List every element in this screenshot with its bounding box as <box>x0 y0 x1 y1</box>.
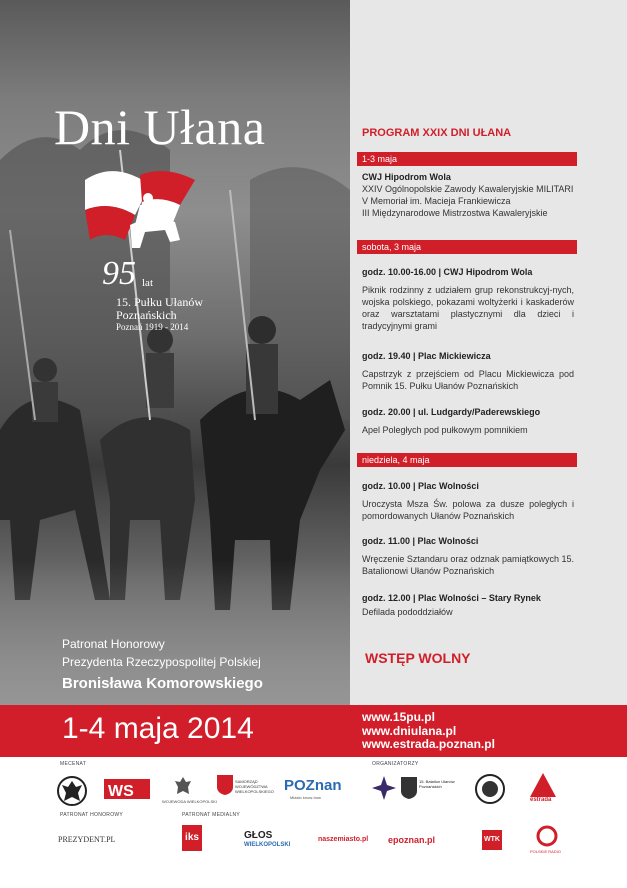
ws-logo-icon <box>104 775 150 803</box>
event-line: V Memoriał im. Macieja Frankiewicza <box>362 196 511 206</box>
event-desc: Uroczysta Msza Św. polowa za dusze poległych i pomordowanych Ułanów Poznańskich <box>362 499 574 521</box>
event-line: XXIV Ogólnopolskie Zawody Kawaleryjskie MILITARI <box>362 184 574 194</box>
patronage-name: Bronisława Komorowskiego <box>62 675 263 692</box>
event-msza <box>362 480 574 522</box>
poznan-logo: POZnan <box>284 777 342 794</box>
event-apel <box>362 406 574 436</box>
free-entry: WSTĘP WOLNY <box>365 650 471 666</box>
batalion-shield-icon <box>401 777 417 799</box>
mecenat-label: MECENAT <box>60 761 87 767</box>
cross-emblem-icon <box>371 775 397 801</box>
iks-logo: iks <box>182 825 202 851</box>
svg-text:WS: WS <box>108 783 134 800</box>
event-defilada <box>362 592 574 618</box>
event-sztandar <box>362 535 574 577</box>
sponsors-footer <box>0 757 627 888</box>
organizers-label: ORGANIZATORZY <box>372 761 419 767</box>
event-capstrzyk <box>362 350 574 392</box>
samorzad-shield-icon <box>217 775 233 795</box>
anniversary-line1: 15. Pułku Ułanów <box>116 295 203 309</box>
samorzad-label: SAMORZĄD WOJEWÓDZTWA WIELKOPOLSKIEGO <box>235 779 274 794</box>
day-bar-1-3-maja: 1-3 maja <box>357 152 577 166</box>
regiment-medal-icon <box>474 773 506 805</box>
anniversary-lat: lat <box>142 277 153 289</box>
event-dates: 1-4 maja 2014 <box>62 712 254 745</box>
wojewoda-eagle-icon <box>172 775 194 797</box>
anniversary-number: 95 <box>102 255 136 292</box>
event-desc: Wręczenie Sztandaru oraz odznak pamiątkowych 15. Batalionowi Ułanów Poznańskich <box>362 554 574 576</box>
event-head: godz. 20.00 | ul. Ludgardy/Paderewskiego <box>362 407 541 417</box>
wielkopolski-logo: WIELKOPOLSKI <box>244 842 291 848</box>
event-piknik <box>362 266 574 332</box>
glos-logo: GŁOS <box>244 830 273 841</box>
date-band <box>0 705 627 757</box>
estrada-label: estrada <box>530 797 552 803</box>
event-head: godz. 10.00 | Plac Wolności <box>362 481 479 491</box>
patronat-medialny-label: PATRONAT MEDIALNY <box>182 812 241 818</box>
radio-merkury-icon <box>532 825 562 847</box>
anniversary-line3: Poznań 1919 - 2014 <box>116 322 189 332</box>
event-hipodrom <box>362 171 574 219</box>
poznan-tagline: Miasto know-how <box>290 795 321 800</box>
event-desc: Defilada pododdziałów <box>362 607 453 617</box>
batalion-label: 15. Batalion Ułanów Poznańskich <box>419 779 455 789</box>
prezydent-logo: PREZYDENT.PL <box>58 835 116 844</box>
event-place: CWJ Hipodrom Wola <box>362 172 451 182</box>
day-bar-niedziela: niedziela, 4 maja <box>357 453 577 467</box>
website-links <box>362 711 495 752</box>
event-head: godz. 10.00-16.00 | CWJ Hipodrom Wola <box>362 267 533 277</box>
program-heading: PROGRAM XXIX DNI UŁANA <box>362 127 512 139</box>
naszemiasto-logo: naszemiasto.pl <box>318 836 369 843</box>
polskie-radio-label: POLSKIE RADIO <box>530 849 561 854</box>
eagle-emblem-icon <box>56 775 88 807</box>
day-bar-sobota: sobota, 3 maja <box>357 240 577 254</box>
epoznan-logo: epoznan.pl <box>388 835 435 845</box>
patronat-honorowy-label: PATRONAT HONOROWY <box>60 812 124 818</box>
event-head: godz. 11.00 | Plac Wolności <box>362 536 479 546</box>
event-desc: Apel Poległych pod pułkowym pomnikiem <box>362 425 528 435</box>
event-desc: Capstrzyk z przejściem od Placu Mickiewicza pod Pomnik 15. Pułku Ułanów Poznańskich <box>362 369 574 391</box>
event-head: godz. 12.00 | Plac Wolności – Stary Rynek <box>362 593 541 603</box>
lancer-flag-logo <box>80 160 200 255</box>
poster-title: Dni Ułana <box>54 99 266 155</box>
url-estrada[interactable]: www.estrada.poznan.pl <box>362 737 495 751</box>
anniversary-line2: Poznańskich <box>116 308 177 322</box>
honorary-patronage <box>62 635 263 693</box>
patronage-line1: Patronat Honorowy <box>62 637 165 651</box>
event-desc: Piknik rodzinny z udziałem grup rekonstrukcyj-nych, wojska polskiego, pokazami woltyżerki i kaskaderów oraz warsztatami plastycznymi dla dzieci i tradycyjnymi grami <box>362 285 574 331</box>
url-15pu[interactable]: www.15pu.pl <box>362 710 435 724</box>
event-line: III Międzynarodowe Mistrzostwa Kawaleryjskie <box>362 208 548 218</box>
patronage-line2: Prezydenta Rzeczypospolitej Polskiej <box>62 655 261 669</box>
event-head: godz. 19.40 | Plac Mickiewicza <box>362 351 491 361</box>
wojewoda-label: WOJEWODA WIELKOPOLSKI <box>162 799 217 804</box>
wtk-logo: WTK <box>482 830 502 850</box>
url-dniulana[interactable]: www.dniulana.pl <box>362 723 457 738</box>
